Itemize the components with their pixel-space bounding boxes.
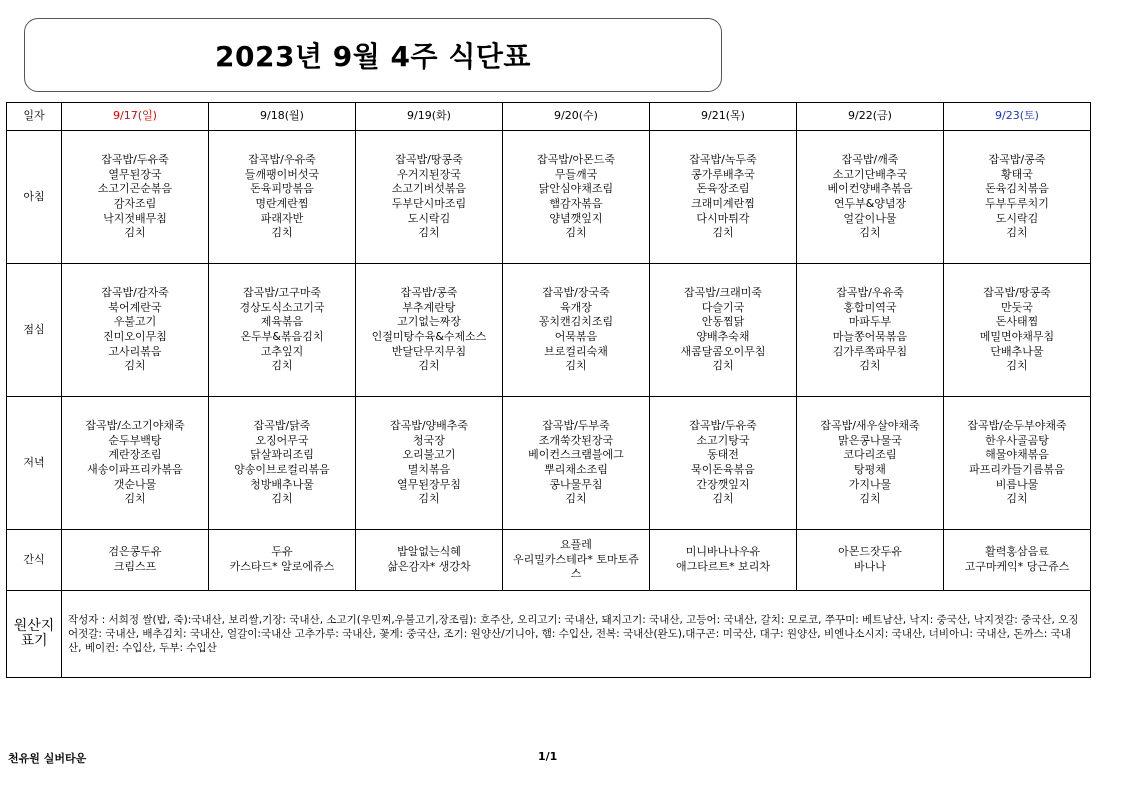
menu-item: 다슬기국 (701, 300, 745, 314)
menu-item: 청방배추나물 (250, 477, 314, 491)
menu-cell (650, 397, 797, 530)
menu-item: 낙지젓배무침 (103, 211, 167, 225)
menu-item: 잡곡밥/감자죽 (101, 286, 169, 300)
menu-item: 삶은감자* 생강차 (387, 560, 471, 573)
menu-item: 잡곡밥/새우살야채죽 (820, 419, 920, 433)
menu-item: 한우사골곰탕 (985, 433, 1049, 447)
menu-item: 묵이돈육볶음 (691, 463, 755, 476)
menu-item: 김치 (859, 226, 881, 240)
menu-item: 잡곡밥/우유죽 (836, 286, 904, 300)
menu-item: 진미오이무침 (103, 330, 167, 343)
menu-item: 돈육김치볶음 (985, 182, 1049, 196)
menu-item: 도시락김 (407, 211, 451, 225)
menu-cell (650, 530, 797, 591)
menu-item: 명란계란찜 (255, 197, 309, 210)
title-box (24, 18, 722, 92)
menu-item: 햄감자볶음 (549, 197, 603, 210)
footer-org: 천유원 실버타운 (8, 752, 87, 765)
menu-item: 잡곡밥/양배추죽 (389, 419, 469, 433)
menu-item: 김치 (418, 492, 440, 506)
menu-item: 우불고기 (113, 315, 157, 329)
menu-item: 카스타드* 알로에쥬스 (229, 560, 335, 573)
menu-item: 돈육피망볶음 (250, 182, 314, 196)
menu-item: 김치 (565, 359, 587, 373)
menu-item: 베이컨스크램블에그 (528, 448, 624, 462)
menu-item: 잡곡밥/장국죽 (542, 286, 610, 300)
origin-label: 원산지 표기 (7, 591, 62, 678)
menu-item: 콩가루배추국 (691, 167, 755, 181)
menu-item: 순두부백탕 (108, 433, 162, 447)
menu-item: 얼갈이나물 (843, 211, 897, 225)
menu-item: 우거지된장국 (397, 167, 461, 181)
menu-item: 만둣국 (1001, 300, 1033, 314)
menu-item: 김치 (1006, 359, 1028, 373)
menu-item: 고사리볶음 (108, 344, 162, 358)
menu-item: 크림스프 (113, 560, 157, 573)
menu-cell (503, 397, 650, 530)
menu-cell (209, 397, 356, 530)
menu-item: 인절미탕수육&수제소스 (371, 330, 487, 343)
menu-item: 돈육장조림 (696, 182, 750, 196)
menu-item: 김치 (418, 226, 440, 240)
menu-item: 김치 (565, 226, 587, 240)
menu-item: 파프리카들기름볶음 (969, 463, 1065, 476)
menu-item: 온두부&볶음김치 (240, 330, 324, 343)
menu-item: 잡곡밥/닭죽 (253, 419, 311, 433)
meal-row (7, 530, 1091, 591)
menu-item: 맑은콩나물국 (838, 433, 902, 447)
menu-item: 잡곡밥/두부죽 (542, 419, 610, 433)
menu-item: 오리불고기 (402, 448, 456, 462)
menu-item: 크래미계란찜 (691, 197, 755, 210)
origin-text: 작성자 : 서희정 쌀(밥, 죽):국내산, 보리쌀,기장: 국내산, 소고기(우민찌,우불고기,장조림): 호주산, 오리고기: 국내산, 돼지고기: 국내산, 고등어: 국내산, 갈치: 모로코, 쭈꾸미: 베트남산, 낙지: 중국산, 낙지젓갈: 중국산, 오징어젓갈: 국내산, 배추김치: 국내산, 얼갈이:국내산 고추가루: 국내산, 꽃게: 중국산, 조기: 원양산/기니아, 햄: 수입산, 전복: 국내산(완도),대구곤: 미국산, 대구: 원양산, 비엔나소시지: 국내산, 너비아니: 국내산, 돈까스: 국내산, 베이컨: 수입산, 두부: 수입산 (62, 591, 1091, 678)
meal-row (7, 264, 1091, 397)
menu-item: 열무된장국 (108, 167, 162, 181)
date-cell: 9/17(일) (62, 103, 209, 131)
date-cell: 9/19(화) (356, 103, 503, 131)
menu-item: 양배추숙채 (696, 330, 750, 343)
menu-cell (62, 397, 209, 530)
menu-item: 바나나 (854, 560, 886, 573)
menu-item: 김치 (859, 359, 881, 373)
menu-item: 들깨팽이버섯국 (244, 167, 320, 181)
date-cell: 9/20(수) (503, 103, 650, 131)
menu-item: 김치 (124, 359, 146, 373)
menu-item: 감자조림 (113, 197, 157, 210)
menu-cell (356, 264, 503, 397)
menu-item: 부추계란탕 (402, 300, 456, 314)
menu-item: 연두부&양념장 (833, 197, 907, 210)
menu-item: 고추잎지 (260, 344, 304, 358)
menu-item: 육개장 (560, 300, 592, 314)
menu-item: 밥알없는식혜 (397, 545, 461, 559)
menu-item: 소고기곤순볶음 (97, 182, 173, 196)
menu-item: 다시마튀각 (696, 211, 750, 225)
menu-cell (944, 397, 1091, 530)
menu-item: 메밀면야채무침 (979, 330, 1055, 343)
menu-cell (356, 131, 503, 264)
menu-cell (944, 264, 1091, 397)
menu-item: 잡곡밥/두유죽 (101, 153, 169, 167)
menu-item: 경상도식소고기국 (239, 300, 325, 314)
menu-item: 갯순나물 (113, 477, 157, 491)
menu-item: 조개쑥갓된장국 (538, 433, 614, 447)
menu-item: 고기없는짜장 (397, 315, 461, 329)
menu-cell (503, 131, 650, 264)
menu-item: 잡곡밥/땅콩죽 (395, 153, 463, 167)
menu-cell (503, 264, 650, 397)
menu-item: 잡곡밥/땅콩죽 (983, 286, 1051, 300)
meal-label: 아침 (7, 131, 62, 264)
menu-cell (797, 530, 944, 591)
menu-item: 가지나물 (848, 477, 892, 491)
menu-table (6, 102, 1091, 678)
meal-label: 점심 (7, 264, 62, 397)
menu-item: 청국장 (413, 433, 445, 447)
menu-item: 새송이파프리카볶음 (87, 463, 183, 476)
page-title: 2023년 9월 4주 식단표 (215, 40, 531, 73)
menu-cell (944, 131, 1091, 264)
menu-item: 잡곡밥/고구마죽 (242, 286, 322, 300)
menu-item: 김치 (124, 492, 146, 506)
menu-item: 뿌리채소조림 (544, 463, 608, 476)
menu-item: 콩나물무침 (549, 477, 603, 491)
menu-item: 오징어무국 (255, 433, 309, 447)
menu-item: 김치 (712, 492, 734, 506)
date-cell: 9/21(목) (650, 103, 797, 131)
origin-row (7, 591, 1091, 678)
menu-item: 마늘쫑어묵볶음 (832, 330, 908, 343)
menu-item: 닭안심야채조림 (538, 182, 614, 196)
menu-item: 김치 (712, 226, 734, 240)
menu-item: 잡곡밥/우유죽 (248, 153, 316, 167)
menu-item: 김치 (271, 359, 293, 373)
menu-item: 요플레 (560, 538, 592, 552)
menu-item: 어묵볶음 (554, 330, 598, 343)
meal-label: 저녁 (7, 397, 62, 530)
menu-cell (62, 131, 209, 264)
menu-item: 안동찜닭 (701, 315, 745, 329)
menu-item: 열무된장무침 (397, 477, 461, 491)
menu-item: 김치 (1006, 492, 1028, 506)
date-cell: 9/18(월) (209, 103, 356, 131)
menu-cell (209, 131, 356, 264)
menu-cell (356, 530, 503, 591)
menu-item: 홍합미역국 (843, 300, 897, 314)
footer-page-number: 1/1 (538, 750, 558, 763)
menu-cell (356, 397, 503, 530)
menu-item: 소고기버섯볶음 (391, 182, 467, 196)
menu-item: 마파두부 (848, 315, 892, 329)
menu-item: 소고기단배추국 (832, 167, 908, 181)
menu-cell (944, 530, 1091, 591)
menu-item: 고구마케익* 당근쥬스 (964, 560, 1070, 573)
menu-item: 돈사태찜 (995, 315, 1039, 329)
menu-item: 두부두루치기 (985, 197, 1049, 210)
menu-cell (650, 264, 797, 397)
menu-item: 김치 (565, 492, 587, 506)
meal-row (7, 397, 1091, 530)
menu-item: 북어계란국 (108, 300, 162, 314)
menu-item: 소고기탕국 (696, 433, 750, 447)
menu-item: 스 (570, 567, 582, 581)
menu-item: 간장깻잎지 (696, 477, 750, 491)
menu-item: 잡곡밥/소고기야채죽 (85, 419, 185, 433)
menu-item: 김가루쪽파무침 (832, 344, 908, 358)
menu-cell (797, 131, 944, 264)
menu-item: 활력홍삼음료 (985, 545, 1049, 559)
menu-item: 파래자반 (260, 211, 304, 225)
menu-item: 탕평채 (854, 463, 886, 476)
menu-item: 단배추나물 (990, 344, 1044, 358)
menu-item: 잡곡밥/크래미죽 (683, 286, 763, 300)
menu-item: 잡곡밥/콩죽 (400, 286, 458, 300)
menu-item: 새콤달콤오이무침 (680, 344, 766, 358)
menu-item: 꽁치캔김치조림 (538, 315, 614, 329)
menu-item: 무들깨국 (554, 167, 598, 181)
menu-cell (62, 264, 209, 397)
date-cell: 9/22(금) (797, 103, 944, 131)
menu-item: 아몬드잣두유 (838, 545, 902, 559)
menu-item: 비름나물 (995, 477, 1039, 491)
menu-item: 제육볶음 (260, 315, 304, 329)
meal-row (7, 131, 1091, 264)
menu-item: 검은콩두유 (108, 545, 162, 559)
menu-item: 우리밀카스테라* 토마토쥬 (513, 552, 639, 566)
menu-item: 잡곡밥/콩죽 (988, 153, 1046, 167)
menu-item: 계란장조림 (108, 448, 162, 462)
menu-item: 김치 (271, 492, 293, 506)
menu-item: 도시락김 (995, 211, 1039, 225)
menu-item: 잡곡밥/녹두죽 (689, 153, 757, 167)
menu-cell (209, 530, 356, 591)
date-cell: 9/23(토) (944, 103, 1091, 131)
menu-item: 멸치볶음 (407, 463, 451, 476)
menu-item: 김치 (712, 359, 734, 373)
menu-cell (797, 397, 944, 530)
menu-item: 김치 (271, 226, 293, 240)
menu-item: 김치 (859, 492, 881, 506)
menu-cell (650, 131, 797, 264)
menu-item: 양념깻잎지 (549, 211, 603, 225)
menu-item: 반달단무지무침 (391, 344, 467, 358)
menu-item: 황태국 (1001, 167, 1033, 181)
menu-item: 닭살꽈리조림 (250, 448, 314, 462)
menu-cell (503, 530, 650, 591)
menu-item: 잡곡밥/깨죽 (841, 153, 899, 167)
menu-item: 김치 (1006, 226, 1028, 240)
menu-item: 잡곡밥/두유죽 (689, 419, 757, 433)
menu-cell (209, 264, 356, 397)
date-header-row (7, 103, 1091, 131)
menu-item: 동태전 (707, 448, 739, 462)
menu-item: 김치 (124, 226, 146, 240)
menu-item: 두유 (271, 545, 293, 559)
meal-label: 간식 (7, 530, 62, 591)
menu-cell (62, 530, 209, 591)
menu-item: 브로컬리숙채 (544, 344, 608, 358)
menu-cell (797, 264, 944, 397)
menu-item: 김치 (418, 359, 440, 373)
menu-item: 베이컨양배추볶음 (827, 182, 913, 196)
menu-item: 애그타르트* 보리차 (675, 560, 770, 573)
menu-item: 잡곡밥/순두부야채죽 (967, 419, 1067, 433)
menu-item: 두부단시마조림 (391, 197, 467, 210)
menu-item: 양송이브로컬리볶음 (234, 463, 330, 476)
date-label: 일자 (7, 103, 62, 131)
menu-item: 해물야채볶음 (985, 448, 1049, 462)
menu-item: 미니바나나우유 (685, 545, 761, 559)
menu-item: 코다리조림 (843, 448, 897, 462)
menu-item: 잡곡밥/아몬드죽 (536, 153, 616, 167)
